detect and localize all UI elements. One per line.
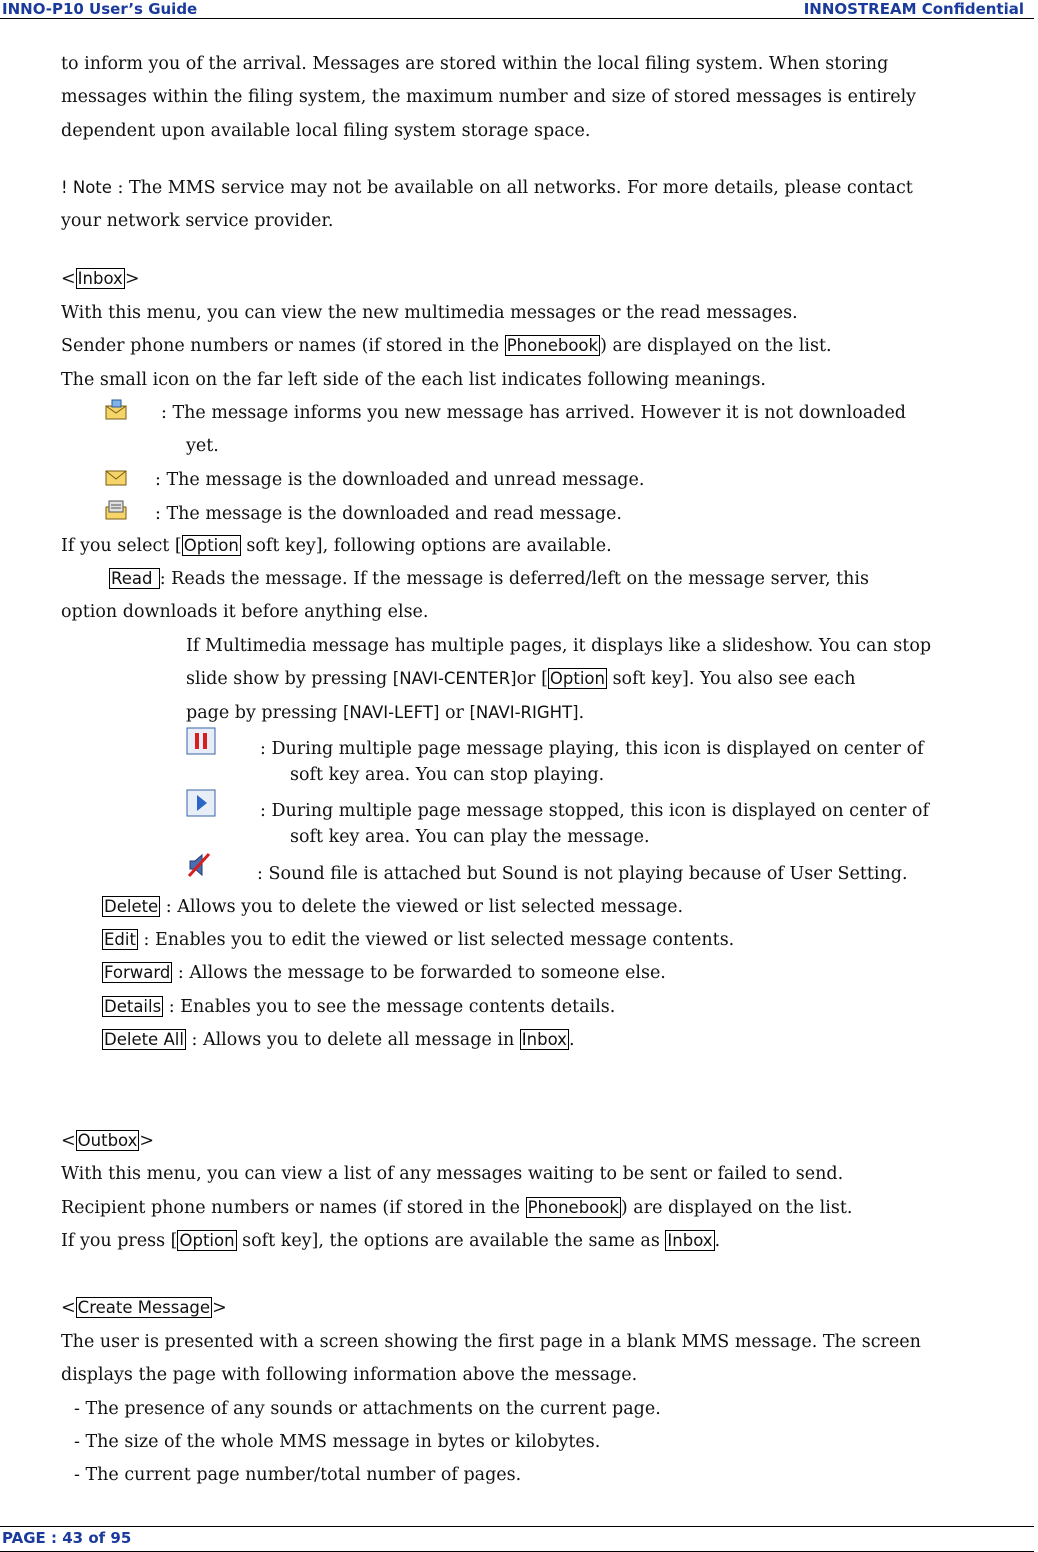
bullet-item: - The current page number/total number of pages. — [74, 1465, 522, 1485]
icon-desc: soft key area. You can play the message. — [290, 827, 650, 847]
icon-desc: soft key area. You can stop playing. — [290, 765, 605, 785]
create-message-title: Create Message — [77, 1298, 211, 1317]
read-label: Read — [111, 569, 158, 588]
header-right: INNOSTREAM Confidential — [803, 0, 1024, 18]
note-line: ! Note : The MMS service may not be available on all networks. For more details, please contact — [61, 178, 913, 198]
para-line: Recipient phone numbers or names (if stored in the Phonebook ) are displayed on the list. — [61, 1198, 853, 1218]
envelope-notify-icon — [104, 399, 128, 425]
icon-desc: : During multiple page message playing, this icon is displayed on center of — [260, 739, 924, 759]
outbox-heading: < Outbox > — [61, 1131, 155, 1151]
para-line: With this menu, you can view a list of any messages waiting to be sent or failed to send. — [61, 1164, 844, 1184]
page-header — [0, 0, 1034, 19]
para-line: messages within the filing system, the maximum number and size of stored messages is entirely — [61, 87, 917, 107]
option-edit: Edit : Enables you to edit the viewed or list selected message contents. — [104, 930, 735, 950]
para-line: Sender phone numbers or names (if stored in the Phonebook ) are displayed on the list. — [61, 336, 832, 356]
para-line: slide show by pressing [NAVI-CENTER]or [ Option soft key]. You also see each — [186, 669, 856, 689]
icon-desc: yet. — [186, 436, 219, 456]
read-option: Read : Reads the message. If the message is deferred/left on the message server, this — [111, 569, 869, 589]
para-line: If you press [ Option soft key], the options are available the same as Inbox . — [61, 1231, 721, 1251]
para-line: dependent upon available local filing system storage space. — [61, 121, 591, 141]
icon-desc: : The message is the downloaded and unread message. — [155, 470, 645, 490]
para-line: If you select [ Option soft key], following options are available. — [61, 536, 612, 556]
para-line: displays the page with following information above the message. — [61, 1365, 638, 1385]
para-line: page by pressing [NAVI-LEFT] or [NAVI-RIGHT]. — [186, 703, 585, 723]
icon-desc: : Sound file is attached but Sound is not playing because of User Setting. — [257, 864, 908, 884]
outbox-title: Outbox — [77, 1131, 138, 1150]
bullet-item: - The size of the whole MMS message in bytes or kilobytes. — [74, 1432, 601, 1452]
icon-desc: : The message is the downloaded and read message. — [155, 504, 622, 524]
page-footer — [0, 1526, 1034, 1552]
play-icon — [186, 789, 216, 821]
para-line: The user is presented with a screen showing the first page in a blank MMS message. The screen — [61, 1332, 921, 1352]
para-line: With this menu, you can view the new multimedia messages or the read messages. — [61, 303, 798, 323]
create-message-heading: < Create Message > — [61, 1298, 227, 1318]
note-line: your network service provider. — [61, 211, 334, 231]
option-details: Details : Enables you to see the message contents details. — [104, 997, 616, 1017]
para-line: If Multimedia message has multiple pages, it displays like a slideshow. You can stop — [186, 636, 932, 656]
option-delete-all: Delete All : Allows you to delete all message in Inbox . — [104, 1030, 575, 1050]
option-ref: Option — [183, 536, 239, 555]
phonebook-ref: Phonebook — [506, 336, 599, 355]
option-delete: Delete : Allows you to delete the viewed or list selected message. — [104, 897, 684, 917]
para-line: to inform you of the arrival. Messages are stored within the local filing system. When storing — [61, 54, 889, 74]
icon-desc: : The message informs you new message has arrived. However it is not downloaded — [161, 403, 906, 423]
para-line: The small icon on the far left side of the each list indicates following meanings. — [61, 370, 766, 390]
inbox-title: Inbox — [77, 269, 123, 288]
speaker-mute-icon — [186, 850, 214, 884]
bullet-item: - The presence of any sounds or attachments on the current page. — [74, 1399, 661, 1419]
inbox-heading: < Inbox > — [61, 269, 140, 289]
pause-icon — [186, 727, 216, 759]
page-number: PAGE : 43 of 95 — [2, 1529, 132, 1547]
para-line: option downloads it before anything else. — [61, 602, 429, 622]
option-forward: Forward : Allows the message to be forwarded to someone else. — [104, 963, 666, 983]
icon-desc: : During multiple page message stopped, this icon is displayed on center of — [260, 801, 929, 821]
envelope-read-icon — [104, 499, 128, 525]
note-label: ! Note — [61, 178, 112, 197]
envelope-unread-icon — [104, 467, 128, 491]
header-left: INNO-P10 User’s Guide — [2, 0, 198, 18]
